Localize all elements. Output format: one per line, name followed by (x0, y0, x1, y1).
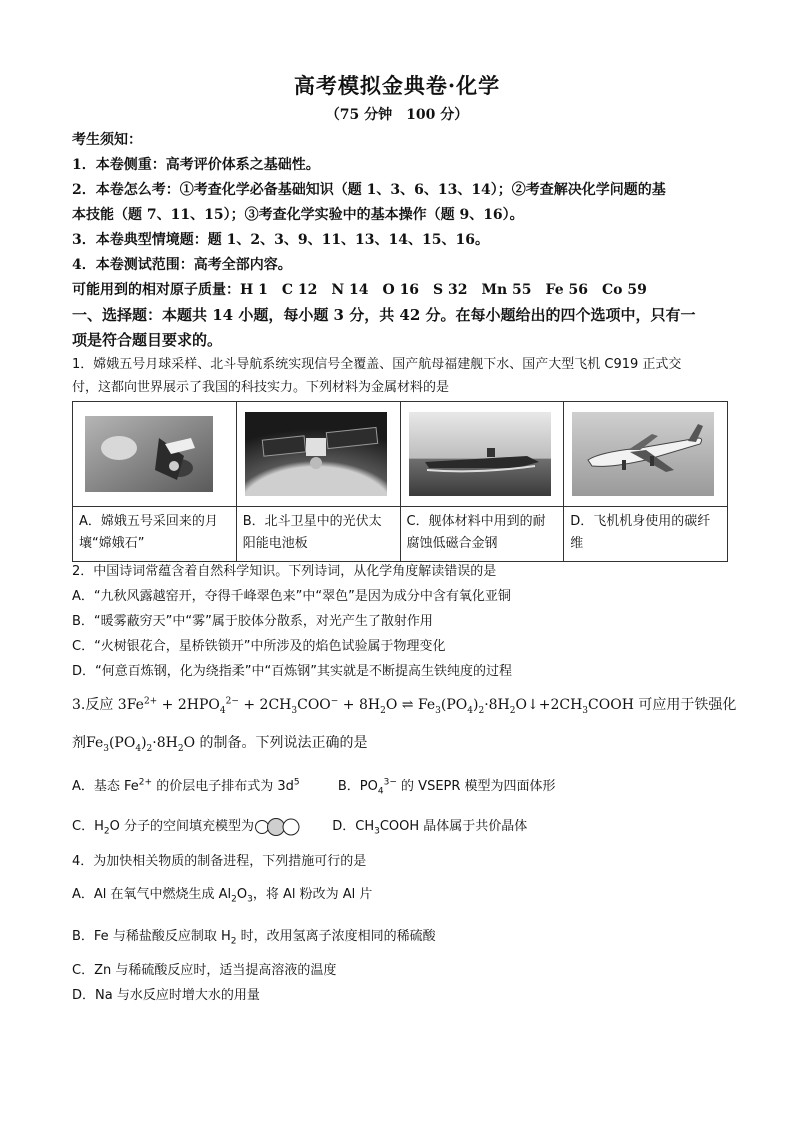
q3-option-d-text: D．CH (332, 819, 375, 834)
q3-text: ) (473, 697, 479, 713)
notice-heading: 考生须知： (72, 132, 142, 148)
q4-option-a-text: ，将 Al 粉改为 Al 片 (252, 887, 373, 902)
q3-text: + 8H (338, 697, 381, 713)
q3-option-b-text: B．PO (337, 779, 378, 794)
q4-subscript: 2 (231, 894, 237, 905)
q3-superscript: 5 (293, 777, 300, 788)
q1-option-d-line1: D．飞机机身使用的碳纤 (570, 514, 711, 529)
q3-charge: 2− (225, 696, 239, 707)
airplane-image (570, 408, 720, 500)
q2-option-a[interactable]: A．“九秋风露越窑开，夺得千峰翠色来”中“翠色”是因为成分中含有氧化亚铜 (72, 589, 511, 604)
q3-option-c-text: C．H (72, 819, 104, 834)
exam-duration-score: （75 分钟 100 分） (325, 107, 469, 123)
q1-image-cell-c (400, 402, 564, 507)
q3-text: + 2HPO (157, 697, 220, 713)
q3-subscript: 2 (103, 826, 110, 837)
q1-option-c-line2: 腐蚀低磁合金钢 (406, 536, 498, 551)
q4-subscript: 2 (230, 936, 237, 947)
q3-text: ) (141, 735, 147, 751)
aircraft-carrier-image (407, 408, 557, 500)
q2-option-d[interactable]: D．“何意百炼钢，化为绕指柔”中“百炼钢”其实就是不断提高生铁纯度的过程 (72, 664, 512, 679)
q1-option-b[interactable] (236, 507, 400, 562)
notice-item-1: 1．本卷侧重：高考评价体系之基础性。 (72, 157, 320, 173)
q3-charge: 3− (383, 777, 397, 788)
q1-image-cell-b (236, 402, 400, 507)
notice-item-2-cont: 本技能（题 7、11、15）；③考查化学实验中的基本操作（题 9、16）。 (72, 207, 524, 223)
q4-option-a-text: A．Al 在氧气中燃烧生成 Al (72, 887, 232, 902)
q3-option-a[interactable] (72, 779, 300, 794)
q4-stem: 4．为加快相关物质的制备进程，下列措施可行的是 (72, 854, 367, 869)
q3-options-row2 (72, 816, 732, 838)
q1-option-c-line1: C．舰体材料中用到的耐 (406, 514, 546, 529)
q1-image-cell-d (564, 402, 728, 507)
q3-stem-line2 (72, 732, 732, 754)
q4-option-d[interactable]: D．Na 与水反应时增大水的用量 (72, 988, 260, 1003)
q3-subscript: 3 (374, 826, 380, 837)
q3-option-b[interactable] (337, 777, 556, 797)
q2-option-c[interactable]: C．“火树银花合，星桥铁锁开”中所涉及的焰色试验属于物理变化 (72, 639, 446, 654)
q3-option-c-text: O 分子的空间填充模型为 (109, 819, 254, 834)
q3-subscript: 2 (380, 705, 386, 716)
q3-text: Fe (417, 697, 436, 713)
q4-option-b[interactable] (72, 926, 732, 948)
q3-subscript: 3 (103, 743, 109, 754)
notice-item-2: 2．本卷怎么考：①考查化学必备基础知识（题 1、3、6、13、14）；②考查解决化学问题的基 (72, 182, 666, 198)
q1-option-d-line2: 维 (570, 536, 584, 551)
q3-option-c[interactable] (72, 819, 302, 837)
q1-option-b-line2: 阳能电池板 (242, 536, 308, 551)
q3-subscript: 3 (291, 705, 298, 716)
q3-text: ·8H (484, 697, 510, 713)
q1-option-d[interactable] (564, 507, 728, 562)
q3-text: COOH 可应用于铁强化 (588, 697, 737, 713)
q1-option-b-line1: B．北斗卫星中的光伏太 (242, 514, 382, 529)
q3-charge: 2+ (143, 696, 158, 707)
q3-subscript: 4 (377, 786, 384, 797)
q1-options-table (72, 401, 728, 562)
q3-option-b-text: 的 VSEPR 模型为四面体形 (396, 779, 556, 794)
equilibrium-arrow-icon: ⇌ (397, 697, 418, 713)
q4-option-c[interactable]: C．Zn 与稀硫酸反应时，适当提高溶液的温度 (72, 963, 337, 978)
q3-text: + 2CH (238, 697, 292, 713)
q3-subscript: 3 (435, 705, 441, 716)
q3-text: (PO (440, 697, 468, 713)
q3-text: ·8H (152, 735, 178, 751)
q3-option-a-text: 的价层电子排布式为 3d (152, 779, 294, 794)
q3-subscript: 2 (509, 705, 516, 716)
q1-image-cell-a (73, 402, 237, 507)
q4-subscript: 3 (247, 894, 253, 905)
q3-text: 剂Fe (72, 735, 104, 751)
q3-option-d-text: COOH 晶体属于共价晶体 (379, 819, 528, 834)
water-space-filling-model-icon (254, 817, 302, 837)
section-heading-cont: 项是符合题目要求的。 (72, 331, 223, 349)
q2-option-b[interactable]: B．“暖雾蔽穷天”中“雾”属于胶体分散系，对光产生了散射作用 (72, 614, 433, 629)
q3-charge: 2+ (138, 777, 153, 788)
atomic-masses: 可能用到的相对原子质量：H 1 C 12 N 14 O 16 S 32 Mn 55 Fe 56 Co 59 (72, 282, 647, 298)
q3-option-a-text: A．基态 Fe (72, 779, 139, 794)
q1-option-a[interactable] (73, 507, 237, 562)
lunar-rover-image (79, 408, 229, 500)
q1-option-a-line2: 壤“嫦娥石” (79, 536, 145, 551)
q3-subscript: 2 (146, 743, 153, 754)
q3-text: O 的制备。下列说法正确的是 (183, 735, 368, 751)
q3-text: 反应 3Fe (85, 697, 144, 713)
q3-subscript: 2 (478, 705, 485, 716)
q1-option-c[interactable] (400, 507, 564, 562)
q4-option-a-text: O (236, 887, 248, 902)
q3-text: O (385, 697, 398, 713)
section-heading: 一、选择题：本题共 14 小题，每小题 3 分，共 42 分。在每小题给出的四个选项中，只有一 (72, 306, 696, 324)
notice-item-4: 4．本卷测试范围：高考全部内容。 (72, 257, 292, 273)
q3-subscript: 3 (582, 705, 589, 716)
q1-stem-line1: 1．嫦娥五号月球采样、北斗导航系统实现信号全覆盖、国产航母福建舰下水、国产大型飞机 C919 正式交 (72, 357, 682, 372)
q3-stem-line1 (72, 694, 737, 716)
q3-subscript: 4 (135, 743, 142, 754)
q3-text: (PO (108, 735, 136, 751)
q3-subscript: 2 (177, 743, 184, 754)
q1-option-a-line1: A．嫦娥五号采回来的月 (79, 514, 218, 529)
q4-option-b-text: 时，改用氢离子浓度相同的稀硫酸 (236, 929, 436, 944)
q2-stem: 2．中国诗词常蕴含着自然科学知识。下列诗词，从化学角度解读错误的是 (72, 564, 497, 579)
page-title: 高考模拟金典卷·化学 (293, 73, 501, 98)
q4-option-a[interactable] (72, 884, 732, 906)
notice-item-3: 3．本卷典型情境题：题 1、2、3、9、11、13、14、15、16。 (72, 232, 489, 248)
satellite-image (243, 408, 393, 500)
q3-text: O↓+2CH (515, 697, 583, 713)
q4-option-b-text: B．Fe 与稀盐酸反应制取 H (72, 929, 231, 944)
q3-option-d[interactable] (332, 819, 528, 837)
q3-options-row1 (72, 776, 732, 798)
q3-text: COO (297, 697, 331, 713)
q3-subscript: 4 (467, 705, 473, 716)
q3-charge: − (330, 696, 339, 707)
q1-stem-line2: 付，这都向世界展示了我国的科技实力。下列材料为金属材料的是 (72, 380, 450, 395)
q3-number: 3. (72, 697, 86, 713)
q3-subscript: 4 (219, 705, 226, 716)
